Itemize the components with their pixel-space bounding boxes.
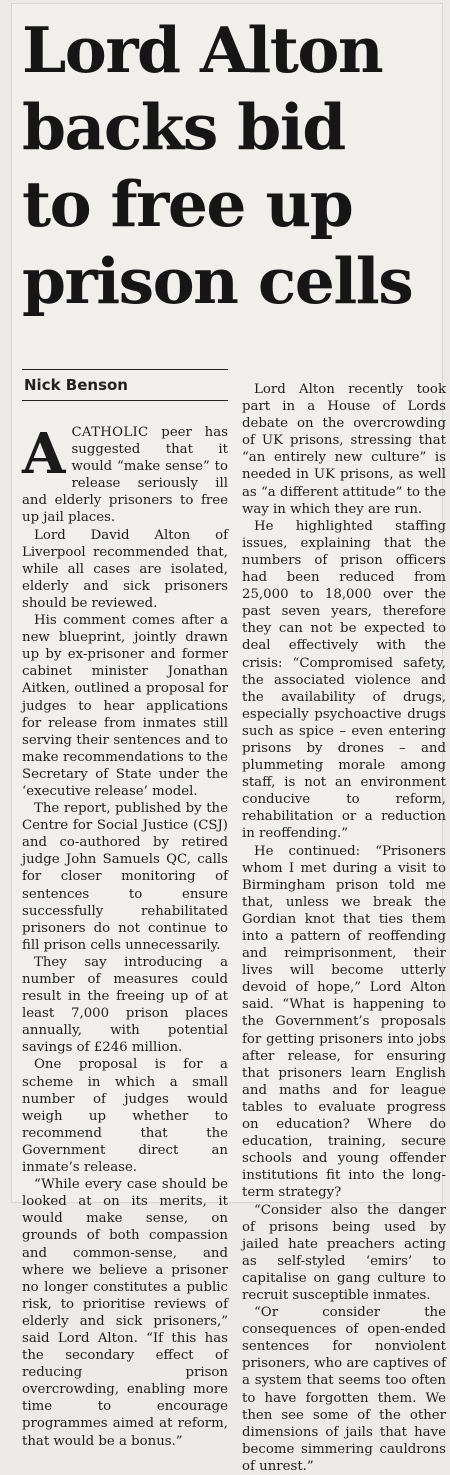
headline-line-3: to free up	[22, 167, 353, 241]
newspaper-clipping	[12, 4, 446, 1474]
paragraph: Lord David Alton of Liverpool recommended that, while all cases are isolated, elderly and sick prisoners should be reviewed.	[22, 527, 228, 611]
byline-rule-top	[22, 369, 228, 370]
lead-paragraph	[22, 421, 228, 527]
byline: Nick Benson	[24, 376, 128, 394]
drop-cap: A	[22, 421, 66, 487]
paragraph: The report, published by the Centre for Social Justice (CSJ) and co-authored by retired judge John Samuels QC, calls for closer monitoring of sentences to ensure successfully rehabilitated prisoners do not continue to fill prison cells unnecessarily.	[22, 801, 228, 953]
headline-line-2: backs bid	[22, 90, 345, 164]
headline	[22, 12, 442, 320]
paragraph: Lord Alton recently took part in a House of Lords debate on the overcrowding of UK prisons, stressing that “an entirely new culture” is needed in UK prisons, as well as “a different attitude” to the way in which they are run.	[242, 382, 446, 517]
paragraph: “While every case should be looked at on its merits, it would make sense, on grounds of both compassion and common-sense, and where we believe a prisoner no longer constitutes a public risk, to prioritise reviews of elderly and sick prisoners,” said Lord Alton. “If this has the secondary effect of reducing prison overcrowding, enabling more time to encourage programmes aimed at reform, that would be a bonus.”	[22, 1177, 228, 1449]
lead-caps: CATHOLIC	[71, 425, 149, 440]
paragraph: His comment comes after a new blueprint, jointly drawn up by ex-prisoner and former cabinet minister Jonathan Aitken, outlined a proposal for judges to hear applications for release from inmates still serving their sentences and to make recommendations to the Secretary of State under the ‘executive release’ model.	[22, 613, 228, 799]
paragraph: He continued: “Prisoners whom I met during a visit to Birmingham prison told me that, unless we break the Gordian knot that ties them into a pattern of reoffending and reimprisonment, their lives will become utterly devoid of hope,” Lord Alton said. “What is happening to the Government’s proposals for getting prisoners into jobs after release, for ensuring that prisoners learn English and maths and for league tables to evaluate progress on education? Where do education, training, secure schools and young offender institutions fit into the long-term strategy?	[242, 843, 446, 1201]
lead-text: peer has suggested that it would “make sense” to release seriously ill and elderly prisoners to free up jail places.	[22, 425, 228, 526]
byline-rule-bottom	[22, 400, 228, 401]
article-column-left	[22, 421, 228, 1450]
paragraph: “Or consider the consequences of open-ended sentences for nonviolent prisoners, who are captives of a system that seems too often to have forgotten them. We then see some of the other dimensions of jails that have become simmering cauldrons of unrest.”	[242, 1305, 446, 1474]
paragraph: “Consider also the danger of prisons being used by jailed hate preachers acting as self-styled ‘emirs’ to capitalise on gang culture to recruit susceptible inmates.	[242, 1202, 446, 1303]
paragraph: He highlighted staffing issues, explaining that the numbers of prison officers had been reduced from 25,000 to 18,000 over the past seven years, therefore they can not be expected to deal effectively with the crisis: “Compromised safety, the associated violence and the availability of drugs, especially psychoactive drugs such as spice – even entering prisons by drones – and plummeting morale among staff, is not an environment conducive to reform, rehabilitation or a reduction in reoffending.”	[242, 518, 446, 842]
headline-line-4: prison cells	[22, 244, 413, 318]
paragraph: One proposal is for a scheme in which a small number of judges would weigh up whether to recommend that the Government direct an inmate’s release.	[22, 1057, 228, 1176]
article-column-right	[242, 381, 446, 1475]
paragraph: They say introducing a number of measures could result in the freeing up of at least 7,000 prison places annually, with potential savings of £246 million.	[22, 954, 228, 1056]
headline-line-1: Lord Alton	[22, 13, 383, 87]
